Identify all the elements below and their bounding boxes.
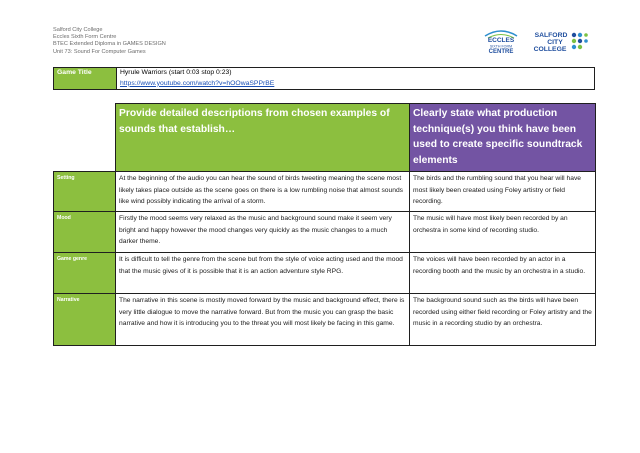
salford-city-college-logo (530, 27, 588, 55)
logo-text-sixth-form: SIXTH FORM (489, 44, 513, 49)
table-row (54, 212, 596, 253)
game-title-text: Hyrule Warriors (start 0:03 stop 0:23) (120, 69, 232, 76)
corner-cell (54, 104, 116, 172)
game-title-label: Game Title (54, 68, 117, 90)
logo-text-centre: CENTRE (488, 49, 514, 55)
row-label-mood: Mood (54, 212, 116, 253)
header-line: Eccles Sixth Form Centre (53, 34, 117, 41)
descriptions-column-header: Provide detailed descriptions from chosen examples of sounds that establish… (116, 104, 410, 172)
description-cell: At the beginning of the audio you can hear the sound of birds tweeting meaning the scene most likely takes place outside as the scene goes on there is a low rumbling noise that almost sounds like wind possibly indicating the arrival of a storm. (116, 172, 410, 212)
youtube-link[interactable]: https://www.youtube.com/watch?v=hOOwaSPPrBE (120, 79, 275, 87)
technique-cell: The background sound such as the birds will have been recorded using either field recording or Foley artistry and the music in a recording studio by an orchestra. (410, 294, 596, 346)
game-title-table (53, 67, 595, 90)
logo-text-salford: SALFORD (534, 32, 568, 39)
eccles-sixth-form-logo (482, 27, 520, 55)
techniques-column-header: Clearly state what production technique(s) you think have been used to create specific soundtrack elements (410, 104, 596, 172)
table-row (54, 294, 596, 346)
game-title-cell (117, 68, 595, 90)
logo-text-eccles: ECCLES (487, 37, 515, 44)
description-cell: The narrative in this scene is mostly moved forward by the music and background effect, there is very little dialogue to move the narrative forward. But from the music you can grasp the basic narrative and how it is introducing you to the threat you will most likely be facing in this game. (116, 294, 410, 346)
header-line: Unit 73: Sound For Computer Games (53, 48, 146, 55)
header-line: BTEC Extended Diploma in GAMES DESIGN (53, 41, 166, 48)
row-label-narrative: Narrative (54, 294, 116, 346)
row-label-setting: Setting (54, 172, 116, 212)
technique-cell: The music will have most likely been recorded by an orchestra in some kind of recording studio. (410, 212, 596, 253)
analysis-table (53, 103, 596, 346)
technique-cell: The birds and the rumbling sound that you hear will have most likely been created using Foley artistry or field recording. (410, 172, 596, 212)
header-line: Salford City College (53, 27, 103, 33)
college-header (53, 27, 166, 56)
description-cell: Firstly the mood seems very relaxed as the music and background sound make it seem very bright and happy however the mood changes very quickly as the music changes to a much darker theme. (116, 212, 410, 253)
description-cell: It is difficult to tell the genre from the scene but from the style of voice acting used and the mood that the music gives of it is possible that it is an action adventure style RPG. (116, 253, 410, 294)
technique-cell: The voices will have been recorded by an actor in a recording booth and the music by an orchestra in a studio. (410, 253, 596, 294)
table-row (54, 172, 596, 212)
row-label-game-genre: Game genre (54, 253, 116, 294)
logo-text-college: COLLEGE (533, 46, 567, 53)
table-row (54, 253, 596, 294)
logo-text-city: CITY (547, 39, 563, 46)
